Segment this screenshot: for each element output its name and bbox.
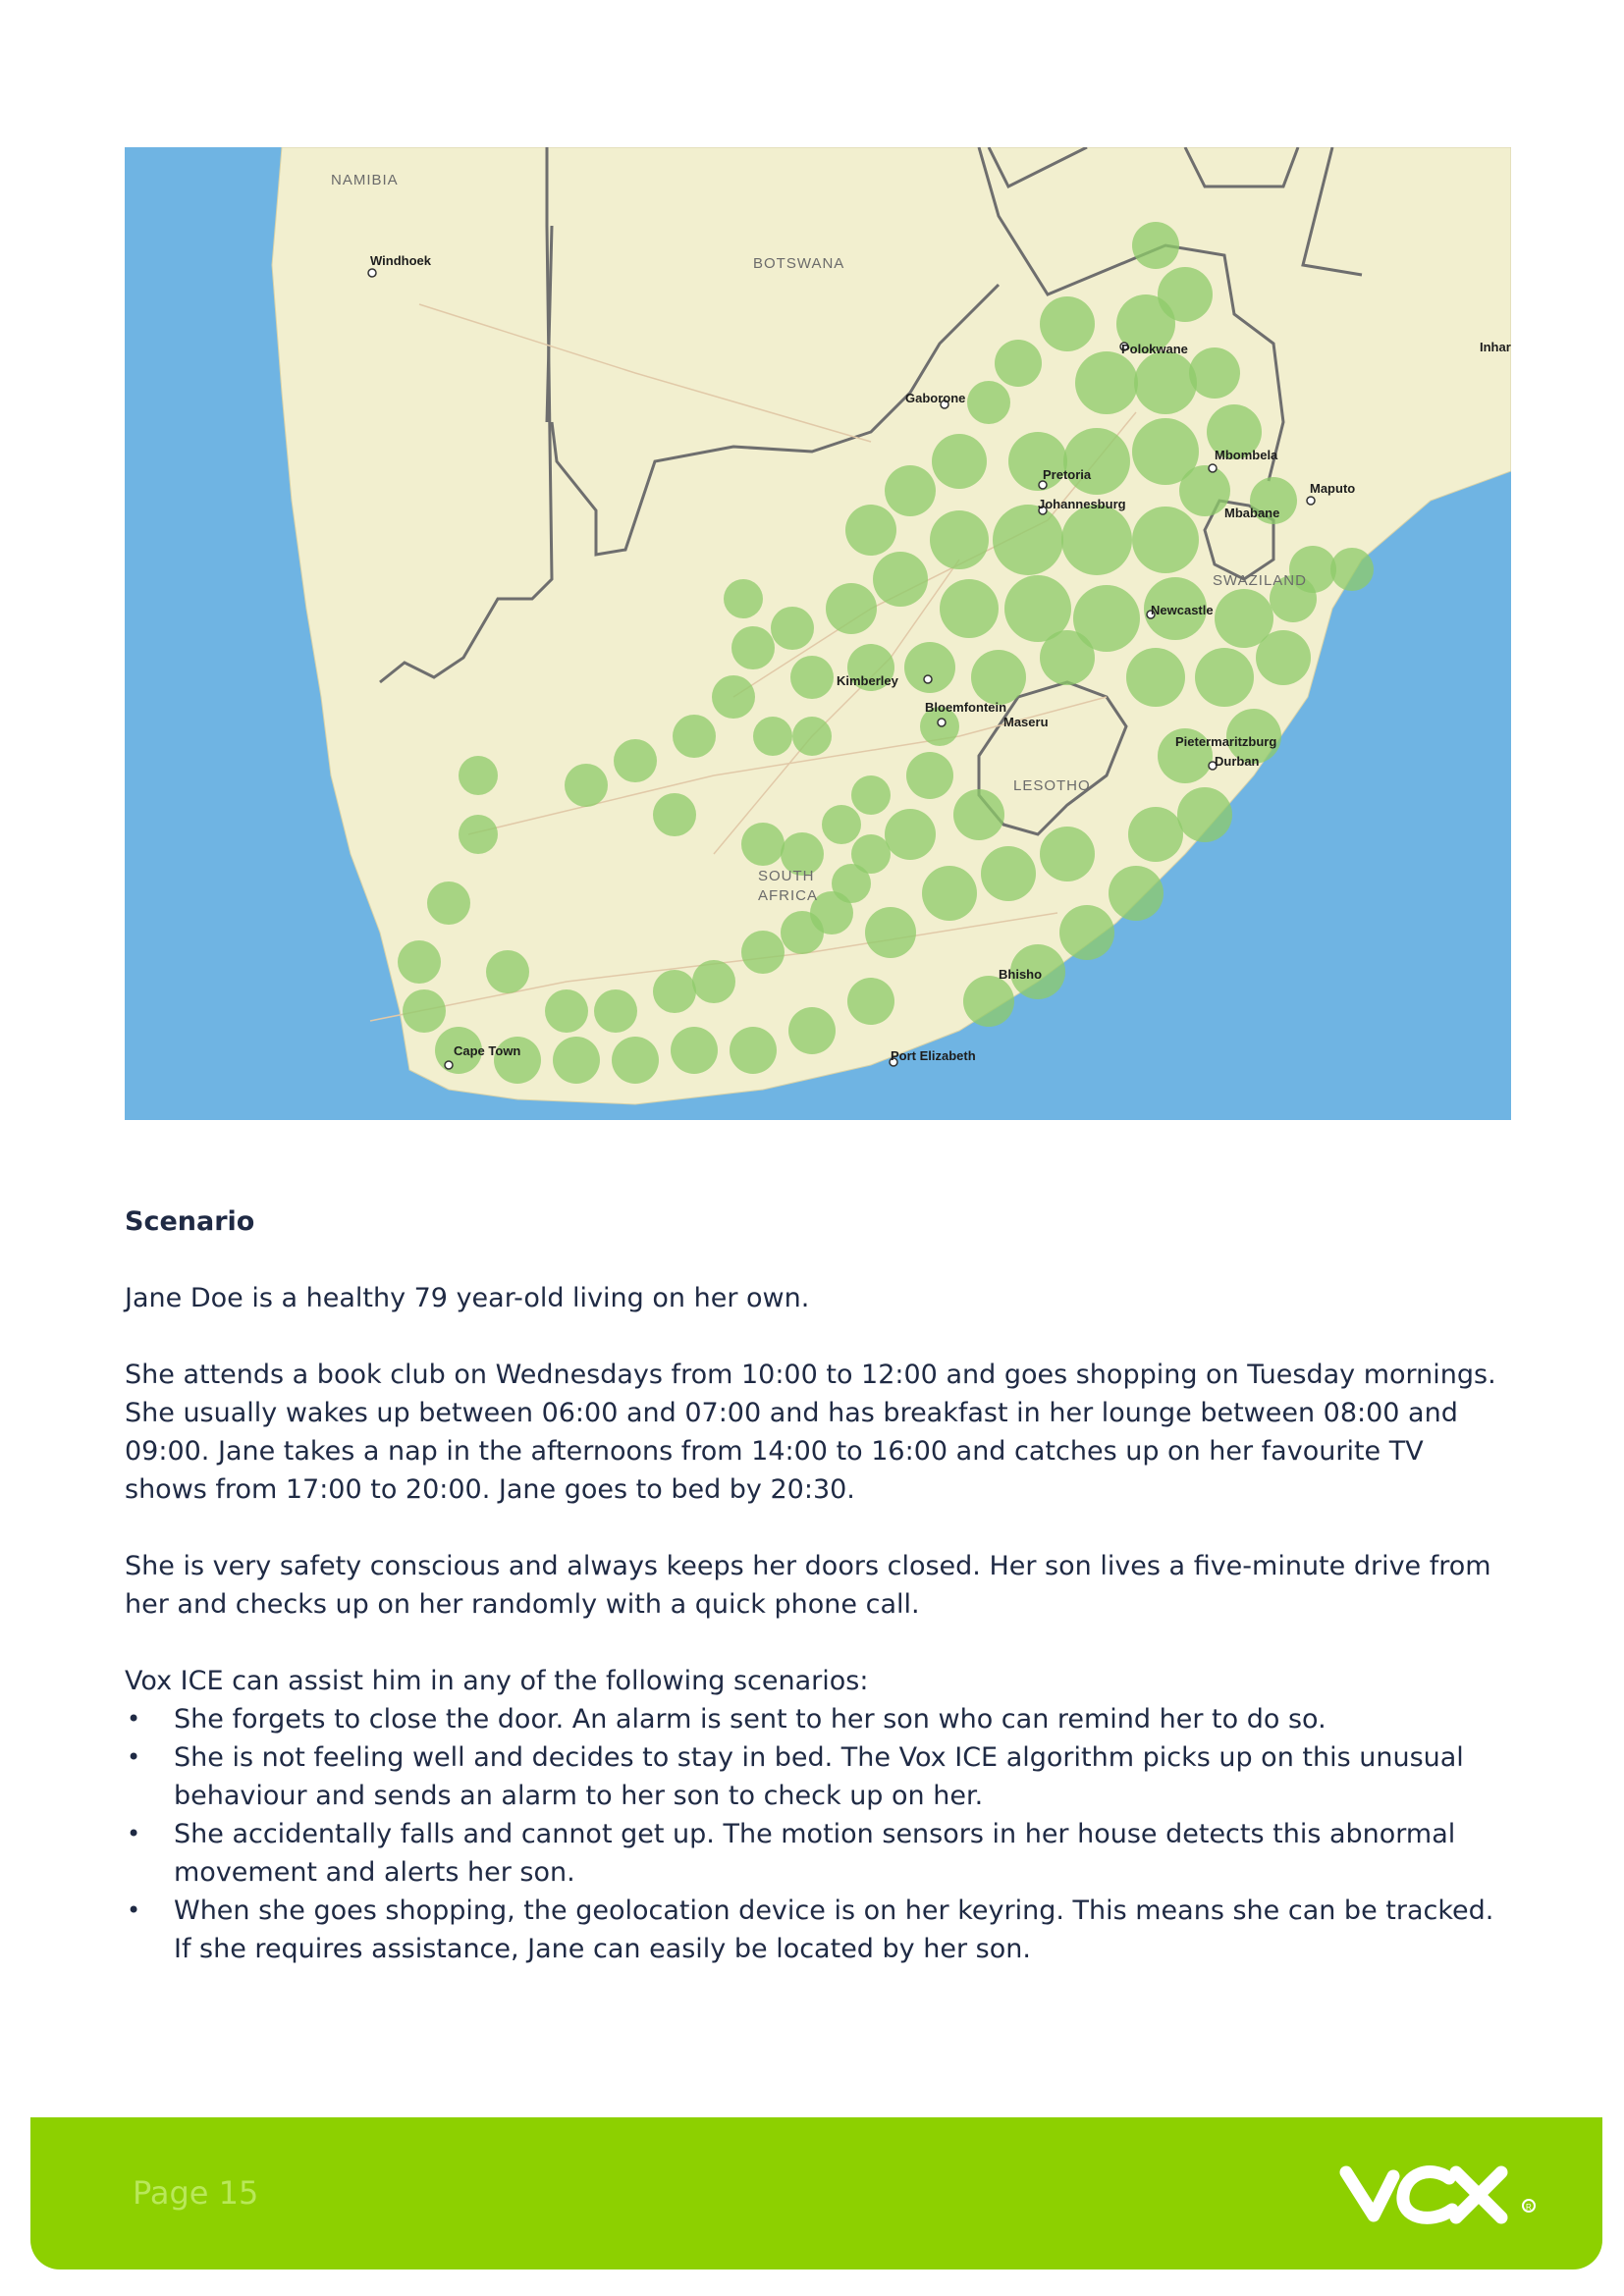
map-label-johannesburg: Johannesburg [1038,497,1126,511]
map-label-gaborone: Gaborone [905,391,966,405]
map-label-swaziland: SWAZILAND [1213,572,1307,589]
map-label-botswana: BOTSWANA [753,255,845,272]
list-item-line: movement and alerts her son. [174,1857,575,1888]
map-label-windhoek: Windhoek [370,253,431,268]
map-label-namibia: NAMIBIA [331,172,399,188]
map-label-polokwane: Polokwane [1121,342,1188,356]
list-item-line: She forgets to close the door. An alarm is sent to her son who can remind her to do so. [174,1704,1326,1735]
map-label-mbombela: Mbombela [1215,448,1278,462]
map-label-bhisho: Bhisho [999,967,1043,982]
list-item [125,1815,1499,1892]
list-item-line: If she requires assistance, Jane can easily be located by her son. [174,1934,1031,1964]
list-item-line: behaviour and sends an alarm to her son to check up on her. [174,1781,984,1811]
document-body [125,1202,1499,1968]
list-item [125,1738,1499,1815]
intro-line: Jane Doe is a healthy 79 year-old living on her own. [125,1283,810,1313]
list-item-line: When she goes shopping, the geolocation device is on her keyring. This means she can be tracked. [174,1896,1494,1926]
page-footer [30,2117,1602,2269]
scenario-list [125,1700,1499,1968]
bullet-glyph: • [127,1820,141,1847]
routine-line-1: She attends a book club on Wednesdays from 10:00 to 12:00 and goes shopping on Tuesday mornings. [125,1360,1496,1390]
list-item [125,1892,1499,1968]
routine-line-2: She usually wakes up between 06:00 and 07:00 and has breakfast in her lounge between 08:00 and [125,1398,1458,1428]
bullet-glyph: • [127,1743,141,1771]
safety-line-1: She is very safety conscious and always keeps her doors closed. Her son lives a five-minute drive from [125,1551,1491,1581]
vox-logo [1336,2155,1543,2233]
map-label-bloemfontein: Bloemfontein [925,700,1007,715]
list-item-line: She accidentally falls and cannot get up. The motion sensors in her house detects this abnormal [174,1819,1456,1849]
map-label-maputo: Maputo [1310,481,1356,496]
list-item [125,1700,1499,1738]
map-label-south: SOUTH [758,868,815,884]
map-label-kimberley: Kimberley [837,673,898,688]
section-heading: Scenario [125,1206,255,1237]
map-label-cape-town: Cape Town [454,1043,521,1058]
map-label-africa: AFRICA [758,887,819,904]
map-label-mbabane: Mbabane [1224,506,1280,520]
list-item-line: She is not feeling well and decides to stay in bed. The Vox ICE algorithm picks up on this unusual [174,1742,1464,1773]
map-label-pretoria: Pretoria [1043,467,1092,482]
intro-paragraph [125,1279,1499,1317]
bullet-glyph: • [127,1896,141,1924]
map-label-maseru: Maseru [1003,715,1049,729]
map-label-pietermaritzburg: Pietermaritzburg [1175,734,1277,749]
scenarios-intro: Vox ICE can assist him in any of the following scenarios: [125,1666,869,1696]
bullet-glyph: • [127,1705,141,1733]
map-label-lesotho: LESOTHO [1013,777,1091,794]
routine-line-3: 09:00. Jane takes a nap in the afternoons from 14:00 to 16:00 and catches up on her favourite TV [125,1436,1424,1467]
safety-paragraph [125,1547,1499,1624]
coverage-map [125,147,1511,1120]
map-label-inhambane: Inhar [1480,340,1511,354]
page-number: Page 15 [133,2174,259,2212]
safety-line-2: her and checks up on her randomly with a quick phone call. [125,1589,920,1620]
routine-paragraph [125,1356,1499,1509]
routine-line-4: shows from 17:00 to 20:00. Jane goes to bed by 20:30. [125,1474,855,1505]
map-label-newcastle: Newcastle [1151,603,1214,617]
svg-text:R: R [1526,2203,1532,2212]
coverage-map-svg [125,147,1511,1120]
map-label-durban: Durban [1215,754,1260,769]
map-label-port-elizabeth: Port Elizabeth [891,1048,976,1063]
